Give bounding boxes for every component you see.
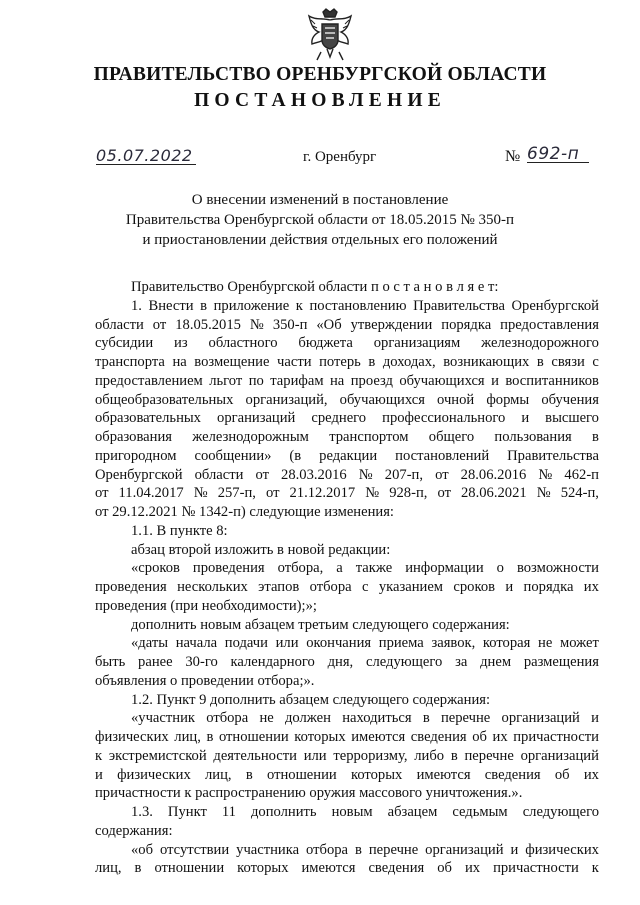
body-line: «участник отбора не должен находиться в перечне организаций и: [131, 710, 599, 727]
number-value: 692-п: [527, 144, 580, 164]
body-line: «об отсутствии участника отбора в перечне организаций и физических: [131, 841, 599, 858]
body-line: физических лиц, в отношении которых имеются сведения об их причастности: [95, 729, 599, 745]
body-line: области от 18.05.2015 № 350-п «Об утверждении порядка предоставления: [95, 316, 599, 333]
body-line: 1.3. Пункт 11 дополнить новым абзацем седьмым следующего: [131, 804, 599, 820]
body-line: абзац второй изложить в новой редакции:: [131, 541, 391, 558]
body-line: лиц, в отношении которых имеются сведения об их причастности к: [95, 860, 599, 877]
government-title: ПРАВИТЕЛЬСТВО ОРЕНБУРГСКОЙ ОБЛАСТИ: [93, 64, 547, 85]
document-type-title: ПОСТАНОВЛЕНИЕ: [194, 90, 446, 111]
body-line: дополнить новым абзацем третьим следующего содержания:: [131, 616, 510, 633]
number-underline: [527, 162, 589, 163]
body-line: Оренбургской области от 28.03.2016 № 207-п, от 28.06.2016 № 462-п: [95, 466, 599, 483]
body-line: «даты начала подачи или окончания приема заявок, которая не может: [131, 635, 599, 652]
subject-line: О внесении изменений в постановление: [191, 192, 449, 208]
body-line: содержания:: [95, 822, 173, 839]
body-line: 1.1. В пункте 8:: [131, 522, 228, 539]
body-line: образовательных организаций среднего профессионального и высшего: [95, 410, 599, 427]
body-line: общеобразовательных организаций, обучающихся очной формы обучения: [95, 391, 599, 408]
body-line: проведения (при необходимости);»;: [95, 597, 317, 614]
document-body: [95, 278, 599, 878]
body-line: проведения нескольких этапов отбора с указанием сроков и порядка их: [95, 579, 599, 595]
body-line: от 29.12.2021 № 1342-п) следующие изменения:: [95, 504, 394, 520]
body-line: причастности к распространению оружия массового уничтожения.».: [95, 785, 523, 802]
document-subject: [0, 190, 640, 250]
body-line: пригородном сообщении» (в редакции постановлений Правительства: [95, 447, 599, 464]
date-underline: [96, 164, 196, 165]
subject-line: и приостановлении действия отдельных его положений: [142, 232, 498, 248]
document-date: [96, 146, 196, 166]
document-number: [527, 144, 589, 164]
body-line: быть ранее 30-го календарного дня, следующего за днем размещения: [95, 654, 599, 670]
body-line: и физических лиц, в отношении которых имеются сведения об их: [95, 766, 599, 783]
subject-line: Правительства Оренбургской области от 18.05.2015 № 350-п: [125, 212, 515, 228]
body-line: 1. Внести в приложение к постановлению Правительства Оренбургской: [131, 297, 599, 314]
body-line: объявления о проведении отбора;».: [95, 672, 315, 689]
body-line: образования железнодорожным транспортом общего пользования в: [95, 429, 599, 445]
body-line: транспорта на возмещение части потерь в доходах, возникающих в связи с: [95, 354, 599, 370]
body-line: к экстремистской деятельности или терроризму, либо в перечне организаций: [95, 747, 599, 764]
city-label: г. Оренбург: [303, 149, 377, 165]
body-line: 1.2. Пункт 9 дополнить абзацем следующего содержания:: [131, 691, 491, 708]
body-line: от 11.04.2017 № 257-п, от 21.12.2017 № 928-п, от 28.06.2021 № 524-п,: [95, 485, 599, 502]
date-value: 05.07.2022: [96, 146, 193, 165]
coat-of-arms-icon: [305, 6, 355, 66]
body-line: Правительство Оренбургской области п о с т а н о в л я е т:: [131, 279, 499, 295]
body-line: предоставлением льгот по тарифам на проезд обучающихся и воспитанников: [95, 372, 599, 389]
body-line: «сроков проведения отбора, а также информации о возможности: [131, 560, 599, 577]
number-sign: №: [505, 148, 521, 165]
body-line: субсидии из областного бюджета организациям железнодорожного: [95, 335, 599, 352]
